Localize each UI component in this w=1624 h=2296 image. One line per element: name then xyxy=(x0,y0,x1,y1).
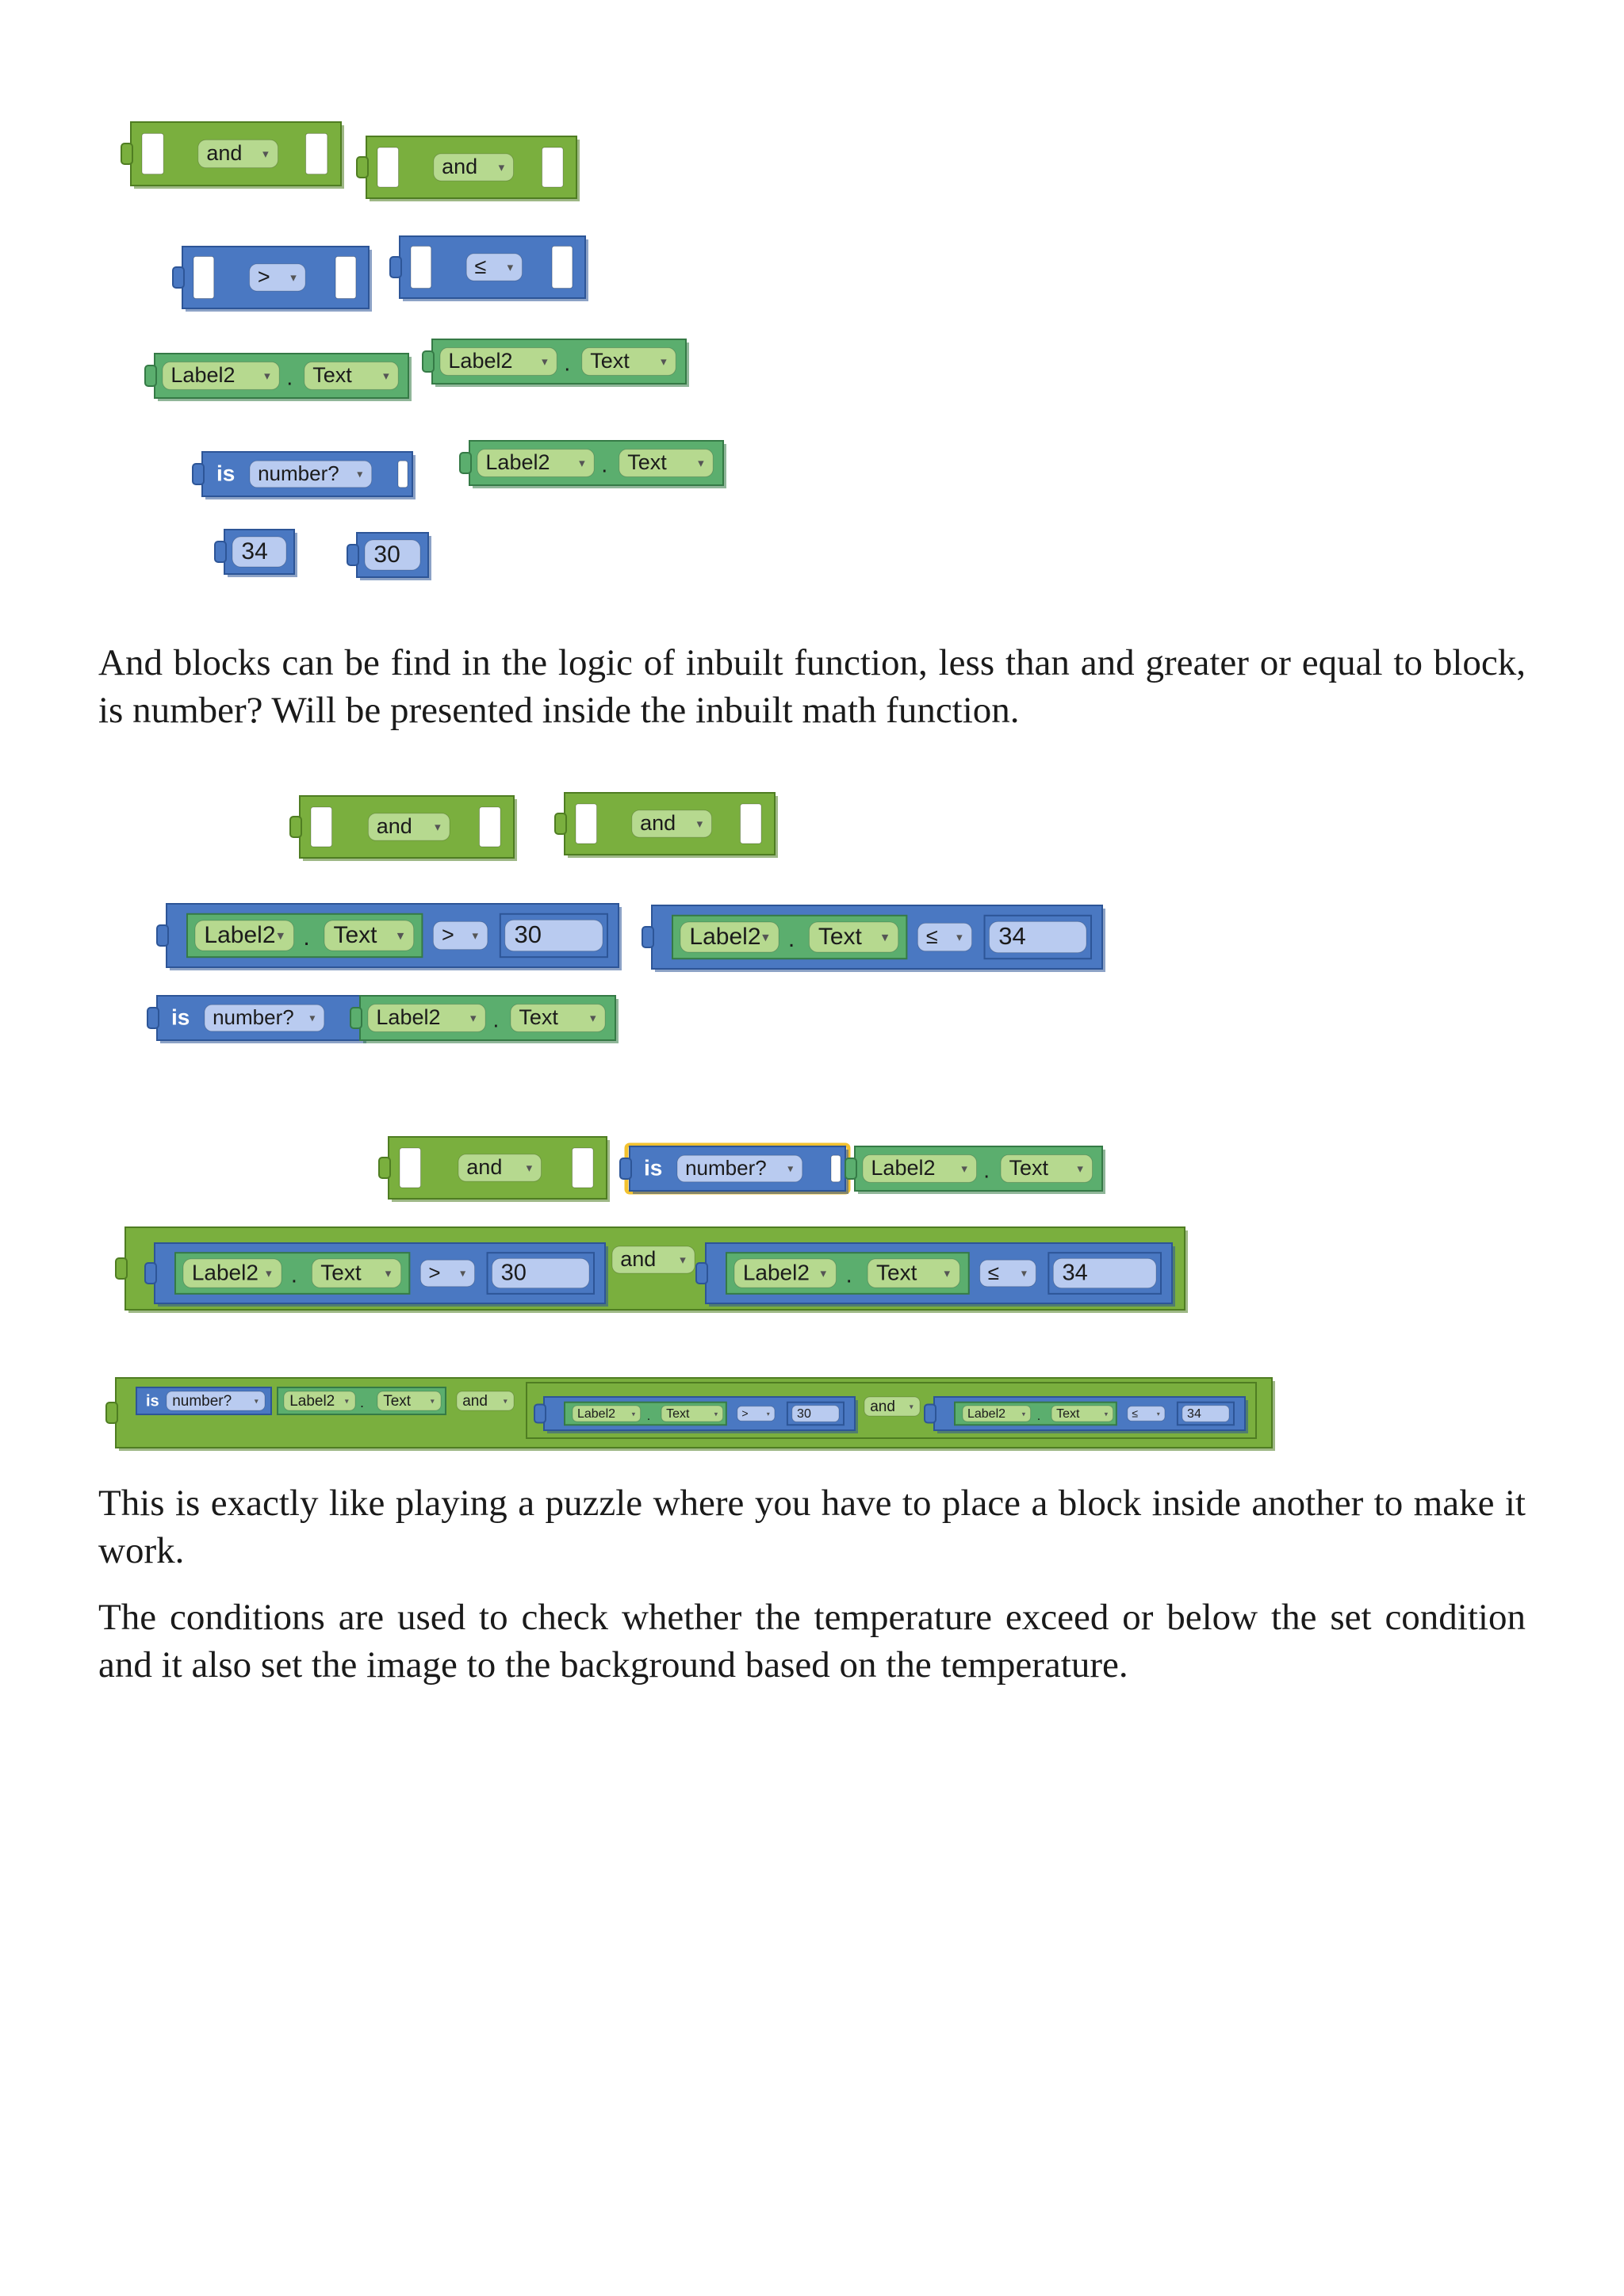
empty-socket xyxy=(311,807,332,847)
dropdown-arrow-icon: ▾ xyxy=(1021,1266,1027,1280)
dropdown-arrow-icon: ▾ xyxy=(385,1266,392,1280)
dropdown-arrow-icon: ▾ xyxy=(542,354,548,369)
empty-socket xyxy=(542,147,564,187)
compare-operator-text: > xyxy=(257,265,270,289)
dropdown-arrow-icon: ▾ xyxy=(254,1397,259,1406)
number-value-text: 34 xyxy=(998,922,1026,951)
dropdown-arrow-icon: ▾ xyxy=(1104,1410,1109,1418)
dropdown-arrow-icon: ▾ xyxy=(698,456,704,470)
paragraph-3: The conditions are used to check whether the temperature exceed or below the set condition and it also set the image to the background based on the temperature. xyxy=(98,1597,1526,1686)
and-block-1 xyxy=(121,122,344,189)
number-check-text: number? xyxy=(172,1393,232,1410)
label2-selector-text: Label2 xyxy=(376,1005,441,1030)
dot-separator: . xyxy=(983,1158,990,1183)
empty-socket xyxy=(741,804,762,844)
label2-selector-text: Label2 xyxy=(871,1156,936,1181)
and-block-4 xyxy=(555,793,778,858)
getter-block-1 xyxy=(145,354,412,401)
puzzle-tab xyxy=(350,1008,362,1028)
compare-gt-30 xyxy=(157,904,622,970)
dropdown-arrow-icon: ▾ xyxy=(507,260,514,274)
puzzle-tab xyxy=(106,1402,117,1423)
dropdown-arrow-icon: ▾ xyxy=(472,928,478,943)
number-value-text: 30 xyxy=(373,541,400,568)
is-keyword: is xyxy=(644,1155,663,1181)
dropdown-arrow-icon: ▾ xyxy=(820,1266,827,1280)
dropdown-arrow-icon: ▾ xyxy=(909,1402,914,1412)
inner-compare-le xyxy=(696,1243,1175,1307)
dropdown-arrow-icon: ▾ xyxy=(498,160,505,174)
empty-socket xyxy=(398,461,408,488)
and-operator-text: and xyxy=(870,1399,895,1416)
is-number-selected xyxy=(620,1146,848,1194)
compare-le-34 xyxy=(642,905,1105,972)
is-keyword: is xyxy=(216,461,236,486)
label2-selector-text: Label2 xyxy=(576,1407,616,1422)
puzzle-tab xyxy=(845,1158,856,1179)
dropdown-arrow-icon: ▾ xyxy=(503,1397,508,1406)
label2-selector-text: Label2 xyxy=(170,363,236,388)
compare-operator-text: > xyxy=(428,1260,441,1284)
puzzle-tab xyxy=(460,453,471,473)
text-property-text: Text xyxy=(1056,1407,1080,1422)
dot-separator: . xyxy=(360,1394,365,1410)
text-property-text: Text xyxy=(519,1005,558,1030)
getter-selected xyxy=(845,1146,1105,1194)
number-34-block xyxy=(215,530,297,577)
dot-separator: . xyxy=(787,925,795,952)
empty-socket xyxy=(193,256,214,298)
puzzle-tab xyxy=(290,817,301,837)
puzzle-tab xyxy=(925,1404,936,1422)
number-value-text: 34 xyxy=(1187,1407,1201,1422)
puzzle-tab xyxy=(357,157,368,178)
compare-operator-text: ≤ xyxy=(925,924,938,949)
dropdown-arrow-icon: ▾ xyxy=(590,1011,596,1025)
label2-selector-text: Label2 xyxy=(448,349,513,373)
dropdown-arrow-icon: ▾ xyxy=(309,1011,316,1024)
text-property-text: Text xyxy=(876,1260,917,1285)
empty-socket xyxy=(377,147,399,187)
empty-socket xyxy=(411,246,431,288)
empty-socket xyxy=(831,1155,841,1182)
label2-selector-text: Label2 xyxy=(289,1393,335,1410)
dot-separator: . xyxy=(286,365,293,390)
puzzle-tab xyxy=(347,545,358,565)
dropdown-arrow-icon: ▾ xyxy=(881,929,889,945)
puzzle-tab xyxy=(379,1158,390,1178)
number-check-text: number? xyxy=(258,461,339,485)
dropdown-arrow-icon: ▾ xyxy=(262,147,269,161)
empty-socket xyxy=(142,133,163,174)
puzzle-tab xyxy=(121,144,132,164)
puzzle-tab xyxy=(620,1158,631,1179)
dropdown-arrow-icon: ▾ xyxy=(357,467,363,480)
number-check-text: number? xyxy=(685,1155,767,1180)
getter-block-3 xyxy=(460,441,726,488)
empty-socket xyxy=(480,807,501,847)
dropdown-arrow-icon: ▾ xyxy=(696,817,703,831)
puzzle-tab xyxy=(390,257,401,277)
and-operator-text: and xyxy=(206,141,243,166)
is-number-block xyxy=(193,452,416,499)
and-operator-text: and xyxy=(442,155,478,179)
dropdown-arrow-icon: ▾ xyxy=(1077,1161,1083,1176)
dot-separator: . xyxy=(290,1262,297,1288)
dropdown-arrow-icon: ▾ xyxy=(762,929,769,945)
dropdown-arrow-icon: ▾ xyxy=(266,1266,272,1280)
dot-separator: . xyxy=(1036,1410,1041,1424)
label2-selector-text: Label2 xyxy=(485,450,550,475)
dropdown-arrow-icon: ▾ xyxy=(383,369,389,383)
dot-separator: . xyxy=(303,924,310,951)
paragraph-1: And blocks can be find in the logic of inbuilt function, less than and greater or equal to block, is number? Will be presented inside the inbuilt math function. xyxy=(98,642,1526,731)
number-value-text: 30 xyxy=(514,920,542,949)
label2-selector-text: Label2 xyxy=(191,1260,259,1285)
puzzle-tab xyxy=(193,464,204,484)
label2-selector-text: Label2 xyxy=(689,923,761,950)
is-number-assembled xyxy=(147,996,366,1043)
label2-selector-text: Label2 xyxy=(967,1407,1006,1422)
inner-compare-gt xyxy=(145,1243,608,1307)
puzzle-tab xyxy=(423,351,434,372)
greater-than-block xyxy=(173,247,372,312)
puzzle-tab xyxy=(215,541,226,562)
and-operator-text: and xyxy=(640,811,676,836)
number-30-block xyxy=(347,533,431,580)
dropdown-arrow-icon: ▾ xyxy=(944,1266,950,1280)
and-block-3 xyxy=(290,796,517,861)
dropdown-arrow-icon: ▾ xyxy=(1021,1410,1026,1418)
dropdown-arrow-icon: ▾ xyxy=(396,928,404,943)
dropdown-arrow-icon: ▾ xyxy=(526,1161,533,1175)
empty-socket xyxy=(306,133,327,174)
mini-compare-le xyxy=(925,1397,1248,1433)
less-equal-block xyxy=(390,236,588,301)
text-property-text: Text xyxy=(333,921,377,948)
puzzle-tab xyxy=(555,813,566,834)
and-block-2 xyxy=(357,136,580,201)
text-property-text: Text xyxy=(320,1260,362,1285)
text-property-text: Text xyxy=(627,450,667,475)
empty-socket xyxy=(400,1148,421,1188)
puzzle-tab xyxy=(147,1008,159,1028)
dropdown-arrow-icon: ▾ xyxy=(460,1266,466,1280)
dropdown-arrow-icon: ▾ xyxy=(290,270,297,285)
and-operator-text: and xyxy=(462,1393,488,1410)
is-keyword: is xyxy=(171,1004,190,1030)
puzzle-tab xyxy=(145,365,156,386)
mini-compare-gt xyxy=(534,1397,858,1433)
paragraph-2: This is exactly like playing a puzzle where you have to place a block inside another to make it work. xyxy=(98,1483,1526,1571)
dot-separator: . xyxy=(492,1007,500,1032)
getter-block-2 xyxy=(423,339,689,387)
text-property-text: Text xyxy=(383,1393,412,1410)
dot-separator: . xyxy=(564,350,571,376)
dropdown-arrow-icon: ▾ xyxy=(766,1410,770,1418)
puzzle-tab xyxy=(696,1263,707,1284)
empty-socket xyxy=(552,246,573,288)
puzzle-tab xyxy=(116,1258,127,1279)
and-operator-text: and xyxy=(466,1155,503,1180)
number-value-text: 30 xyxy=(500,1260,527,1286)
dropdown-arrow-icon: ▾ xyxy=(631,1410,636,1418)
and-operator-text: and xyxy=(376,814,412,839)
dropdown-arrow-icon: ▾ xyxy=(470,1011,477,1025)
text-property-text: Text xyxy=(1009,1156,1049,1181)
getter-attached xyxy=(350,996,619,1043)
text-property-text: Text xyxy=(818,923,862,950)
puzzle-tab xyxy=(157,925,168,946)
text-property-text: Text xyxy=(590,349,630,373)
dropdown-arrow-icon: ▾ xyxy=(264,369,270,383)
compare-operator-text: > xyxy=(441,923,454,947)
dropdown-arrow-icon: ▾ xyxy=(661,354,667,369)
dropdown-arrow-icon: ▾ xyxy=(714,1410,718,1418)
dropdown-arrow-icon: ▾ xyxy=(1156,1410,1160,1418)
compare-operator-text: ≤ xyxy=(1132,1406,1139,1420)
dropdown-arrow-icon: ▾ xyxy=(277,928,285,943)
dot-separator: . xyxy=(601,452,608,477)
dropdown-arrow-icon: ▾ xyxy=(787,1161,794,1175)
dropdown-arrow-icon: ▾ xyxy=(430,1397,435,1406)
number-value-text: 34 xyxy=(1062,1260,1088,1286)
and-operator-text: and xyxy=(620,1247,657,1272)
number-value-text: 30 xyxy=(797,1407,811,1422)
puzzle-tab xyxy=(642,927,653,947)
is-keyword: is xyxy=(146,1392,159,1410)
dropdown-arrow-icon: ▾ xyxy=(961,1161,967,1176)
empty-socket xyxy=(576,804,597,844)
puzzle-tab xyxy=(534,1404,546,1422)
dropdown-arrow-icon: ▾ xyxy=(680,1253,686,1267)
puzzle-tab xyxy=(145,1263,156,1284)
dropdown-arrow-icon: ▾ xyxy=(344,1397,349,1406)
compare-operator-text: > xyxy=(741,1406,749,1420)
dropdown-arrow-icon: ▾ xyxy=(956,930,963,944)
compare-operator-text: ≤ xyxy=(987,1260,1000,1284)
label2-selector-text: Label2 xyxy=(742,1260,810,1285)
dot-separator: . xyxy=(845,1262,852,1288)
dot-separator: . xyxy=(646,1410,651,1424)
empty-socket xyxy=(335,256,356,298)
number-check-text: number? xyxy=(213,1004,294,1029)
and-block-5 xyxy=(379,1137,610,1202)
dropdown-arrow-icon: ▾ xyxy=(435,820,441,834)
puzzle-tab xyxy=(173,267,184,288)
number-value-text: 34 xyxy=(241,538,268,564)
compare-operator-text: ≤ xyxy=(474,254,487,279)
empty-socket xyxy=(573,1148,594,1188)
label2-selector-text: Label2 xyxy=(204,921,276,948)
text-property-text: Text xyxy=(312,363,352,388)
dropdown-arrow-icon: ▾ xyxy=(579,456,585,470)
text-property-text: Text xyxy=(666,1407,690,1422)
